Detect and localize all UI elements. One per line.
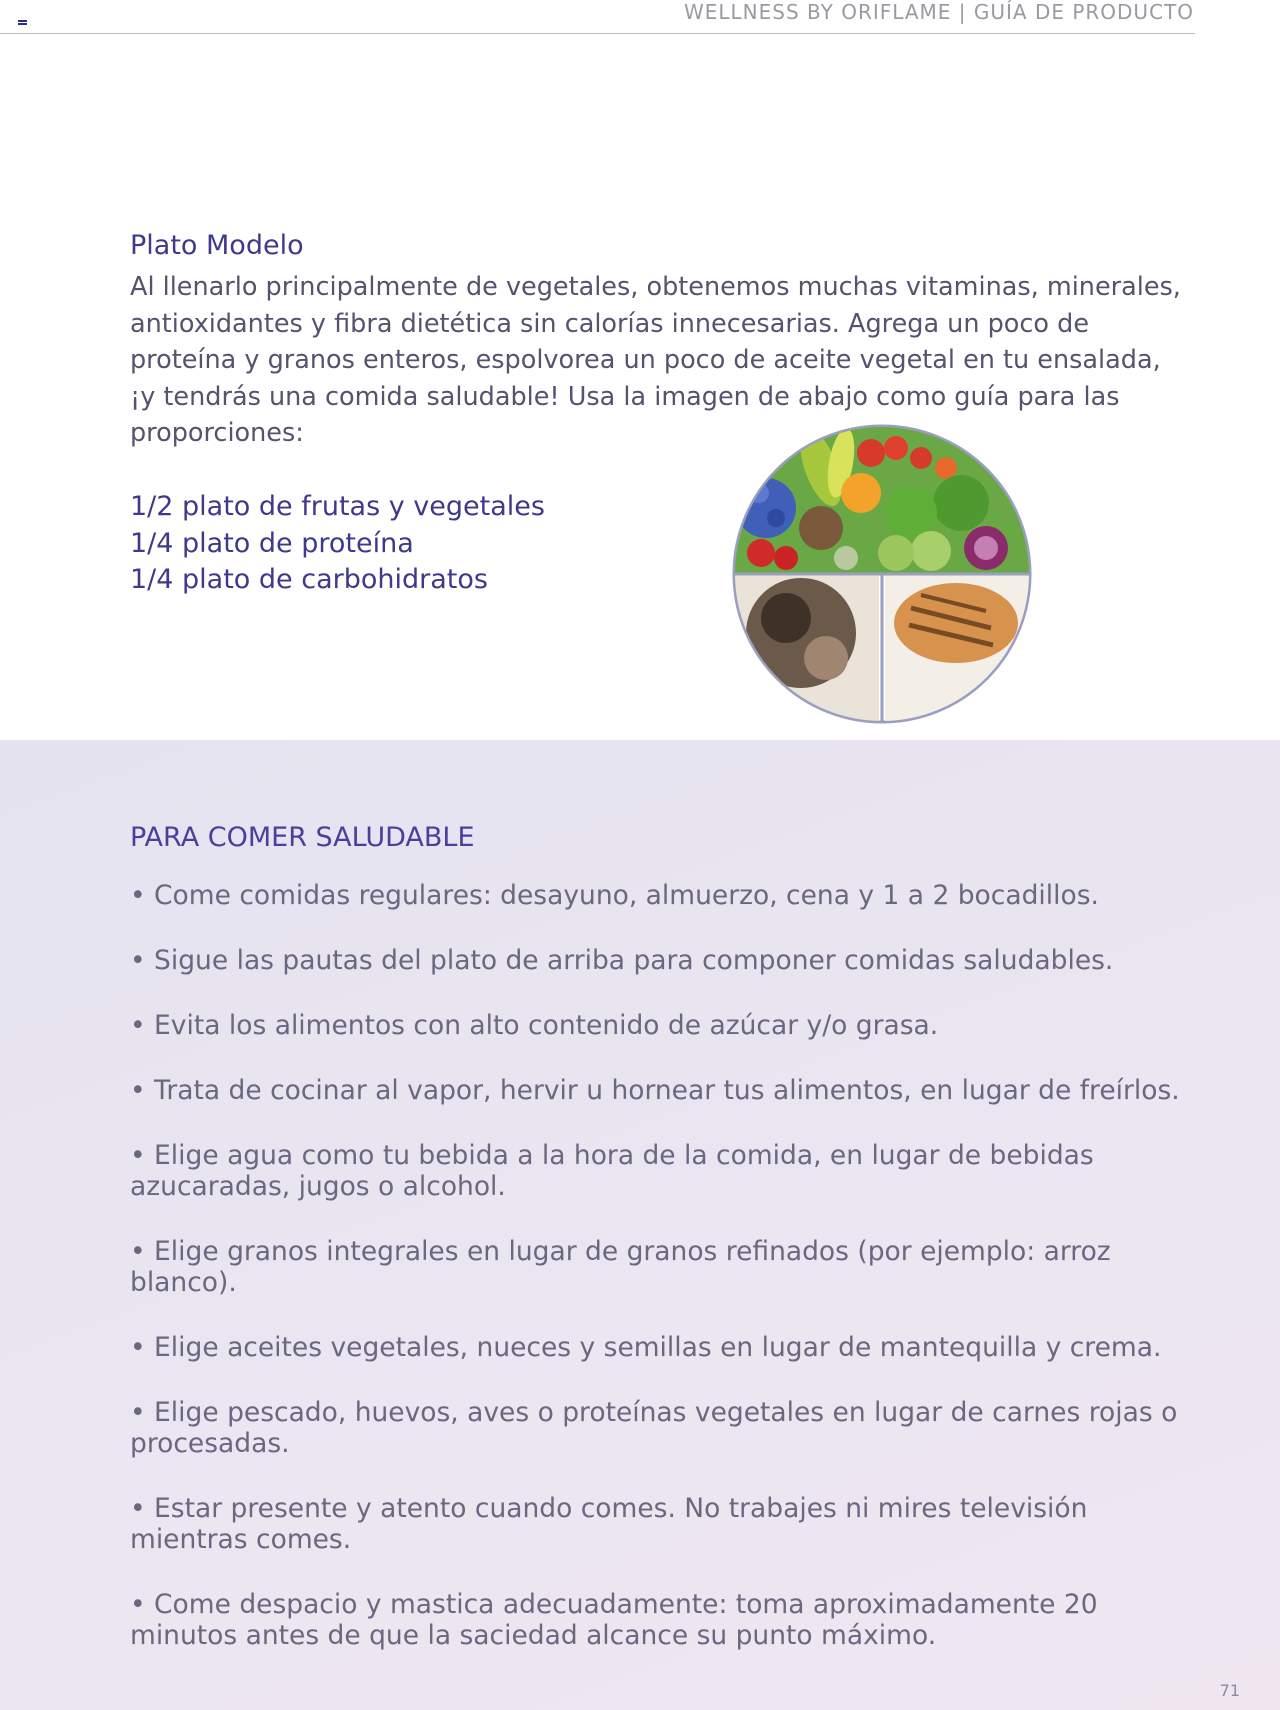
proportion-vegetables: 1/2 plato de frutas y vegetales — [130, 491, 545, 522]
tip-item: • Elige aceites vegetales, nueces y semillas en lugar de mantequilla y crema. — [130, 1332, 1162, 1363]
tip-item: • Come comidas regulares: desayuno, almuerzo, cena y 1 a 2 bocadillos. — [130, 880, 1099, 911]
protein-section — [885, 575, 1033, 725]
tip-item: • Elige agua como tu bebida a la hora de la comida, en lugar de bebidas azucaradas, jugos o alcohol. — [130, 1140, 1094, 1202]
plate-icon — [731, 423, 1033, 725]
proportion-carbs: 1/4 plato de carbohidratos — [130, 564, 488, 595]
header-divider — [0, 33, 1195, 34]
menu-icon[interactable] — [18, 20, 27, 27]
vegetables-section — [731, 423, 1033, 573]
tip-item: • Elige granos integrales en lugar de granos refinados (por ejemplo: arroz blanco). — [130, 1236, 1111, 1298]
section-title: PARA COMER SALUDABLE — [130, 822, 475, 853]
proportions-list — [130, 489, 545, 599]
tip-item: • Evita los alimentos con alto contenido de azúcar y/o grasa. — [130, 1010, 939, 1041]
tips-list — [130, 880, 1210, 1685]
tip-item: • Trata de cocinar al vapor, hervir u hornear tus alimentos, en lugar de freírlos. — [130, 1075, 1180, 1106]
tip-item: • Come despacio y mastica adecuadamente: toma aproximadamente 20 minutos antes de que la saciedad alcance su punto máximo. — [130, 1589, 1098, 1651]
tip-item: • Elige pescado, huevos, aves o proteínas vegetales en lugar de carnes rojas o procesadas. — [130, 1397, 1178, 1459]
tip-item: • Sigue las pautas del plato de arriba para componer comidas saludables. — [130, 945, 1114, 976]
tip-item: • Estar presente y atento cuando comes. No trabajes ni mires televisión mientras comes. — [130, 1493, 1088, 1555]
page-number: 71 — [1219, 1681, 1240, 1700]
carbs-section — [731, 575, 879, 725]
header-title: WELLNESS BY ORIFLAME | GUÍA DE PRODUCTO — [683, 0, 1194, 24]
intro-body: Al llenarlo principalmente de vegetales, obtenemos muchas vitaminas, minerales, antioxidantes y fibra dietética sin calorías innecesarias. Agrega un poco de proteína y granos enteros, espolvorea un poco de aceite vegetal en tu ensalada, ¡y tendrás una comida saludable! Usa la imagen de abajo como guía para las proporciones: — [130, 272, 1181, 448]
intro-title: Plato Modelo — [130, 230, 304, 261]
proportion-protein: 1/4 plato de proteína — [130, 527, 414, 559]
